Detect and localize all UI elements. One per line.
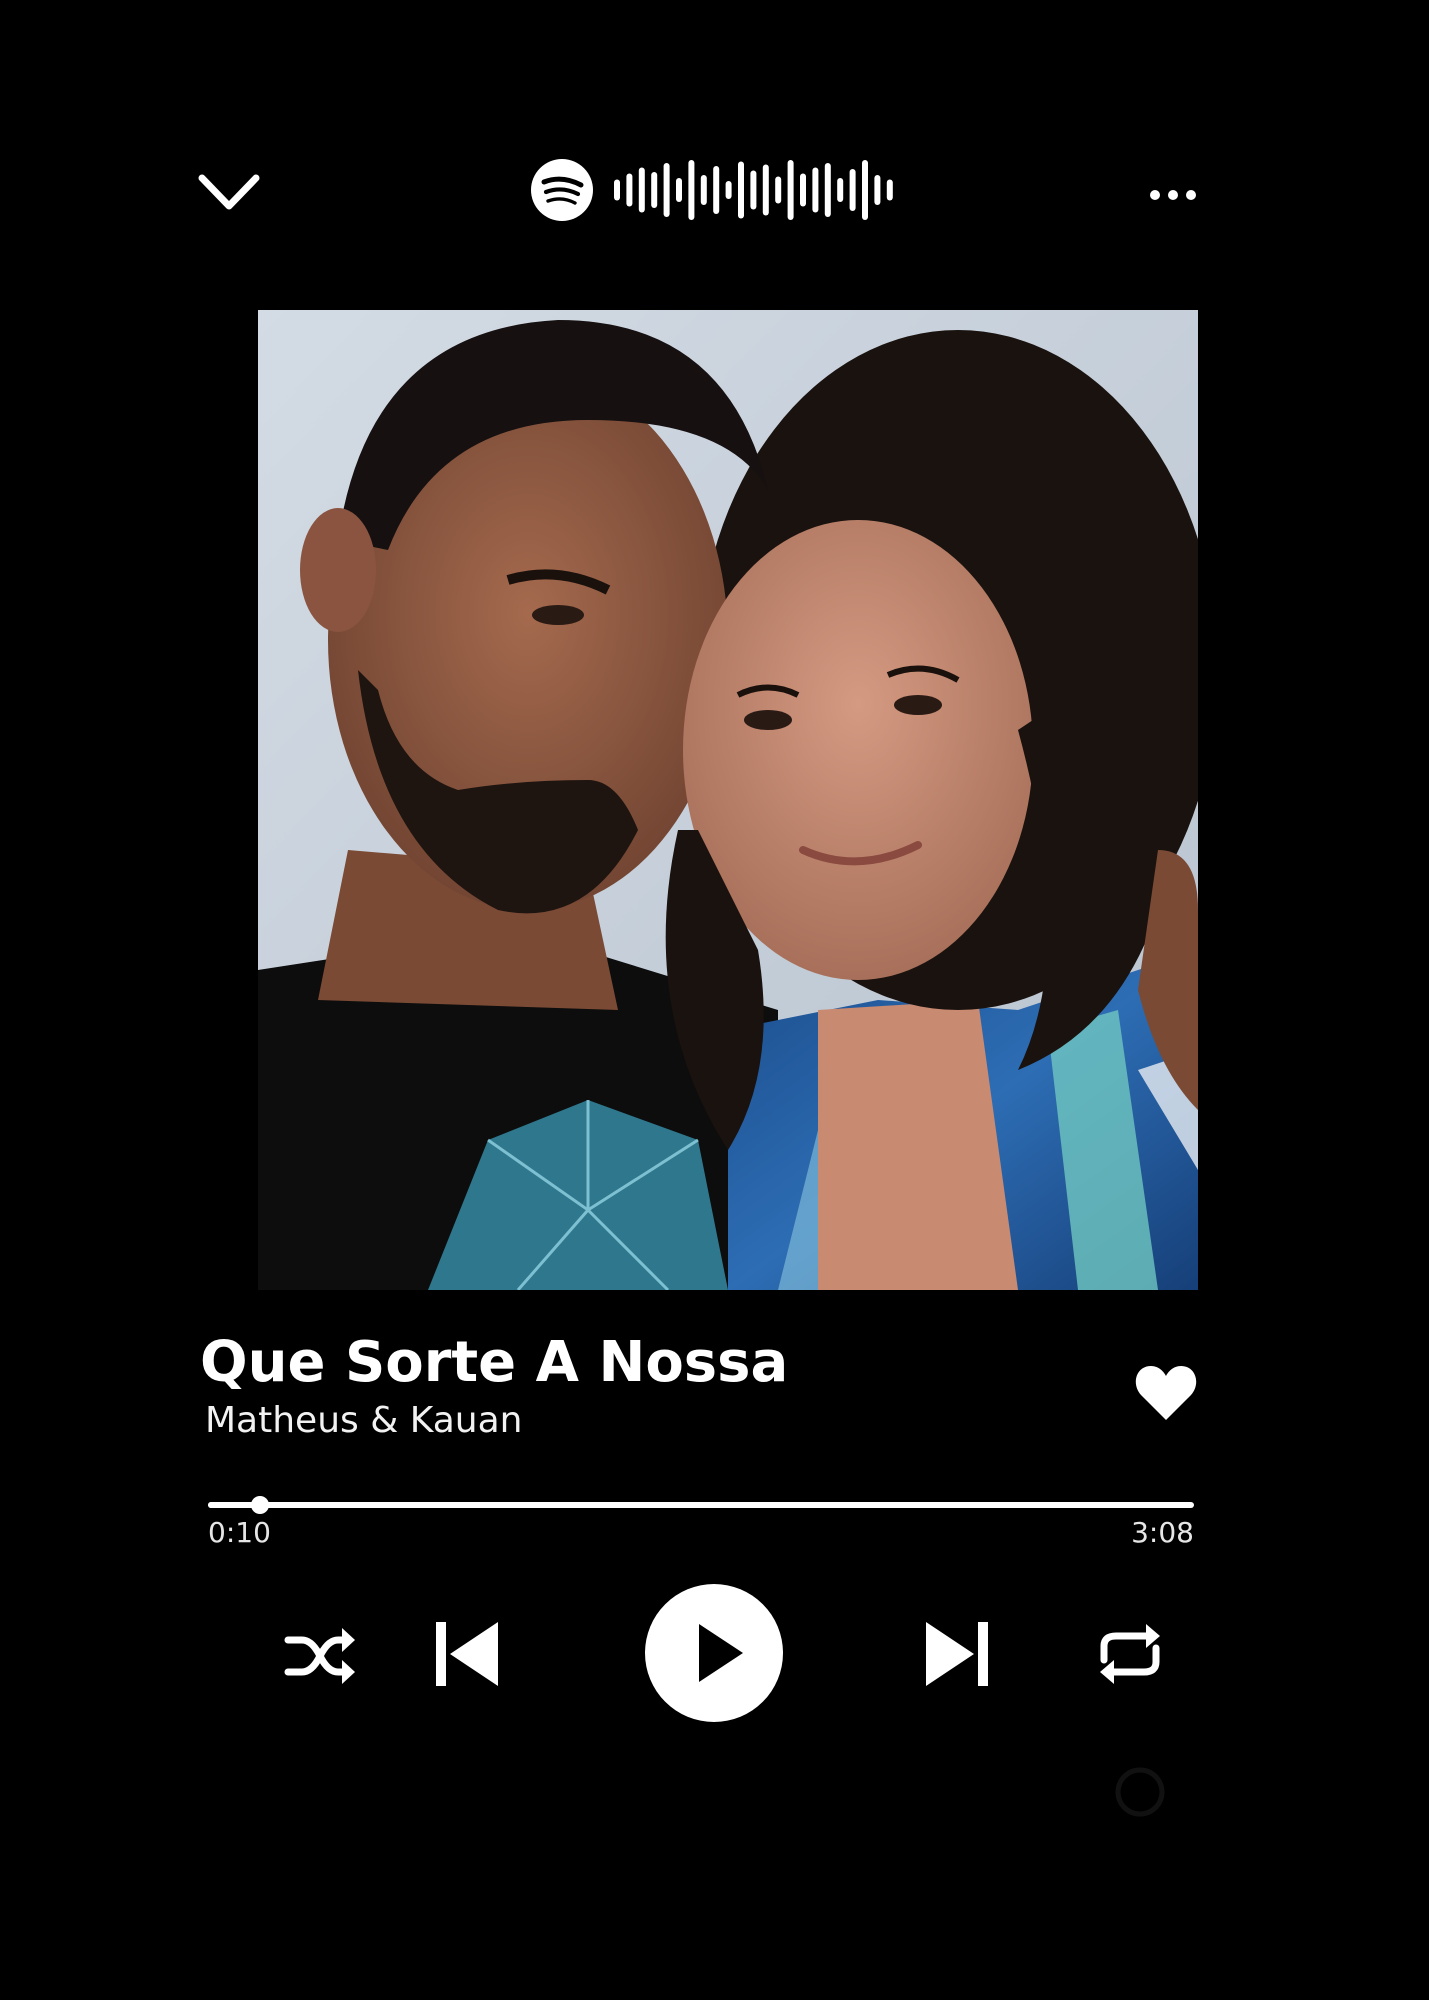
repeat-icon [1094,1620,1166,1688]
spotify-logo-icon [530,158,594,222]
code-bar [726,181,732,199]
watermark-icon [1110,1762,1170,1822]
time-elapsed: 0:10 [208,1516,271,1549]
more-horizontal-icon[interactable] [1148,180,1198,210]
code-bar [651,172,657,208]
shuffle-button[interactable] [284,1624,356,1688]
code-bar [763,165,769,216]
code-bar [800,174,806,207]
code-bar [701,175,707,205]
code-bar [850,169,856,211]
code-bar [688,160,694,220]
code-bar [750,171,756,210]
code-bar [775,177,781,204]
code-bar [887,180,893,201]
skip-previous-icon [432,1618,502,1690]
code-bar [837,178,843,202]
skip-next-icon [922,1618,992,1690]
time-total: 3:08 [1131,1516,1194,1549]
code-bar [738,162,744,219]
code-bar [614,180,620,201]
code-bar [874,175,880,205]
progress-handle[interactable] [251,1496,269,1514]
progress-bar[interactable] [208,1502,1194,1508]
code-bar [713,166,719,214]
code-bar [862,160,868,220]
code-bar [664,163,670,217]
chevron-down-icon[interactable] [196,168,262,216]
repeat-button[interactable] [1094,1620,1166,1688]
track-title[interactable]: Que Sorte A Nossa [200,1330,789,1395]
heart-icon[interactable] [1134,1362,1198,1422]
play-button[interactable] [645,1584,783,1722]
code-bar [788,160,794,220]
skip-previous-button[interactable] [432,1618,502,1690]
code-bar [812,168,818,213]
code-bar [626,174,632,207]
shuffle-icon [284,1624,356,1688]
code-bar [639,168,645,213]
skip-next-button[interactable] [922,1618,992,1690]
code-bar [825,163,831,217]
spotify-code-icon [610,156,900,224]
play-icon [645,1584,783,1722]
code-bar [676,178,682,202]
track-artist[interactable]: Matheus & Kauan [205,1400,523,1441]
album-art [258,310,1198,1290]
